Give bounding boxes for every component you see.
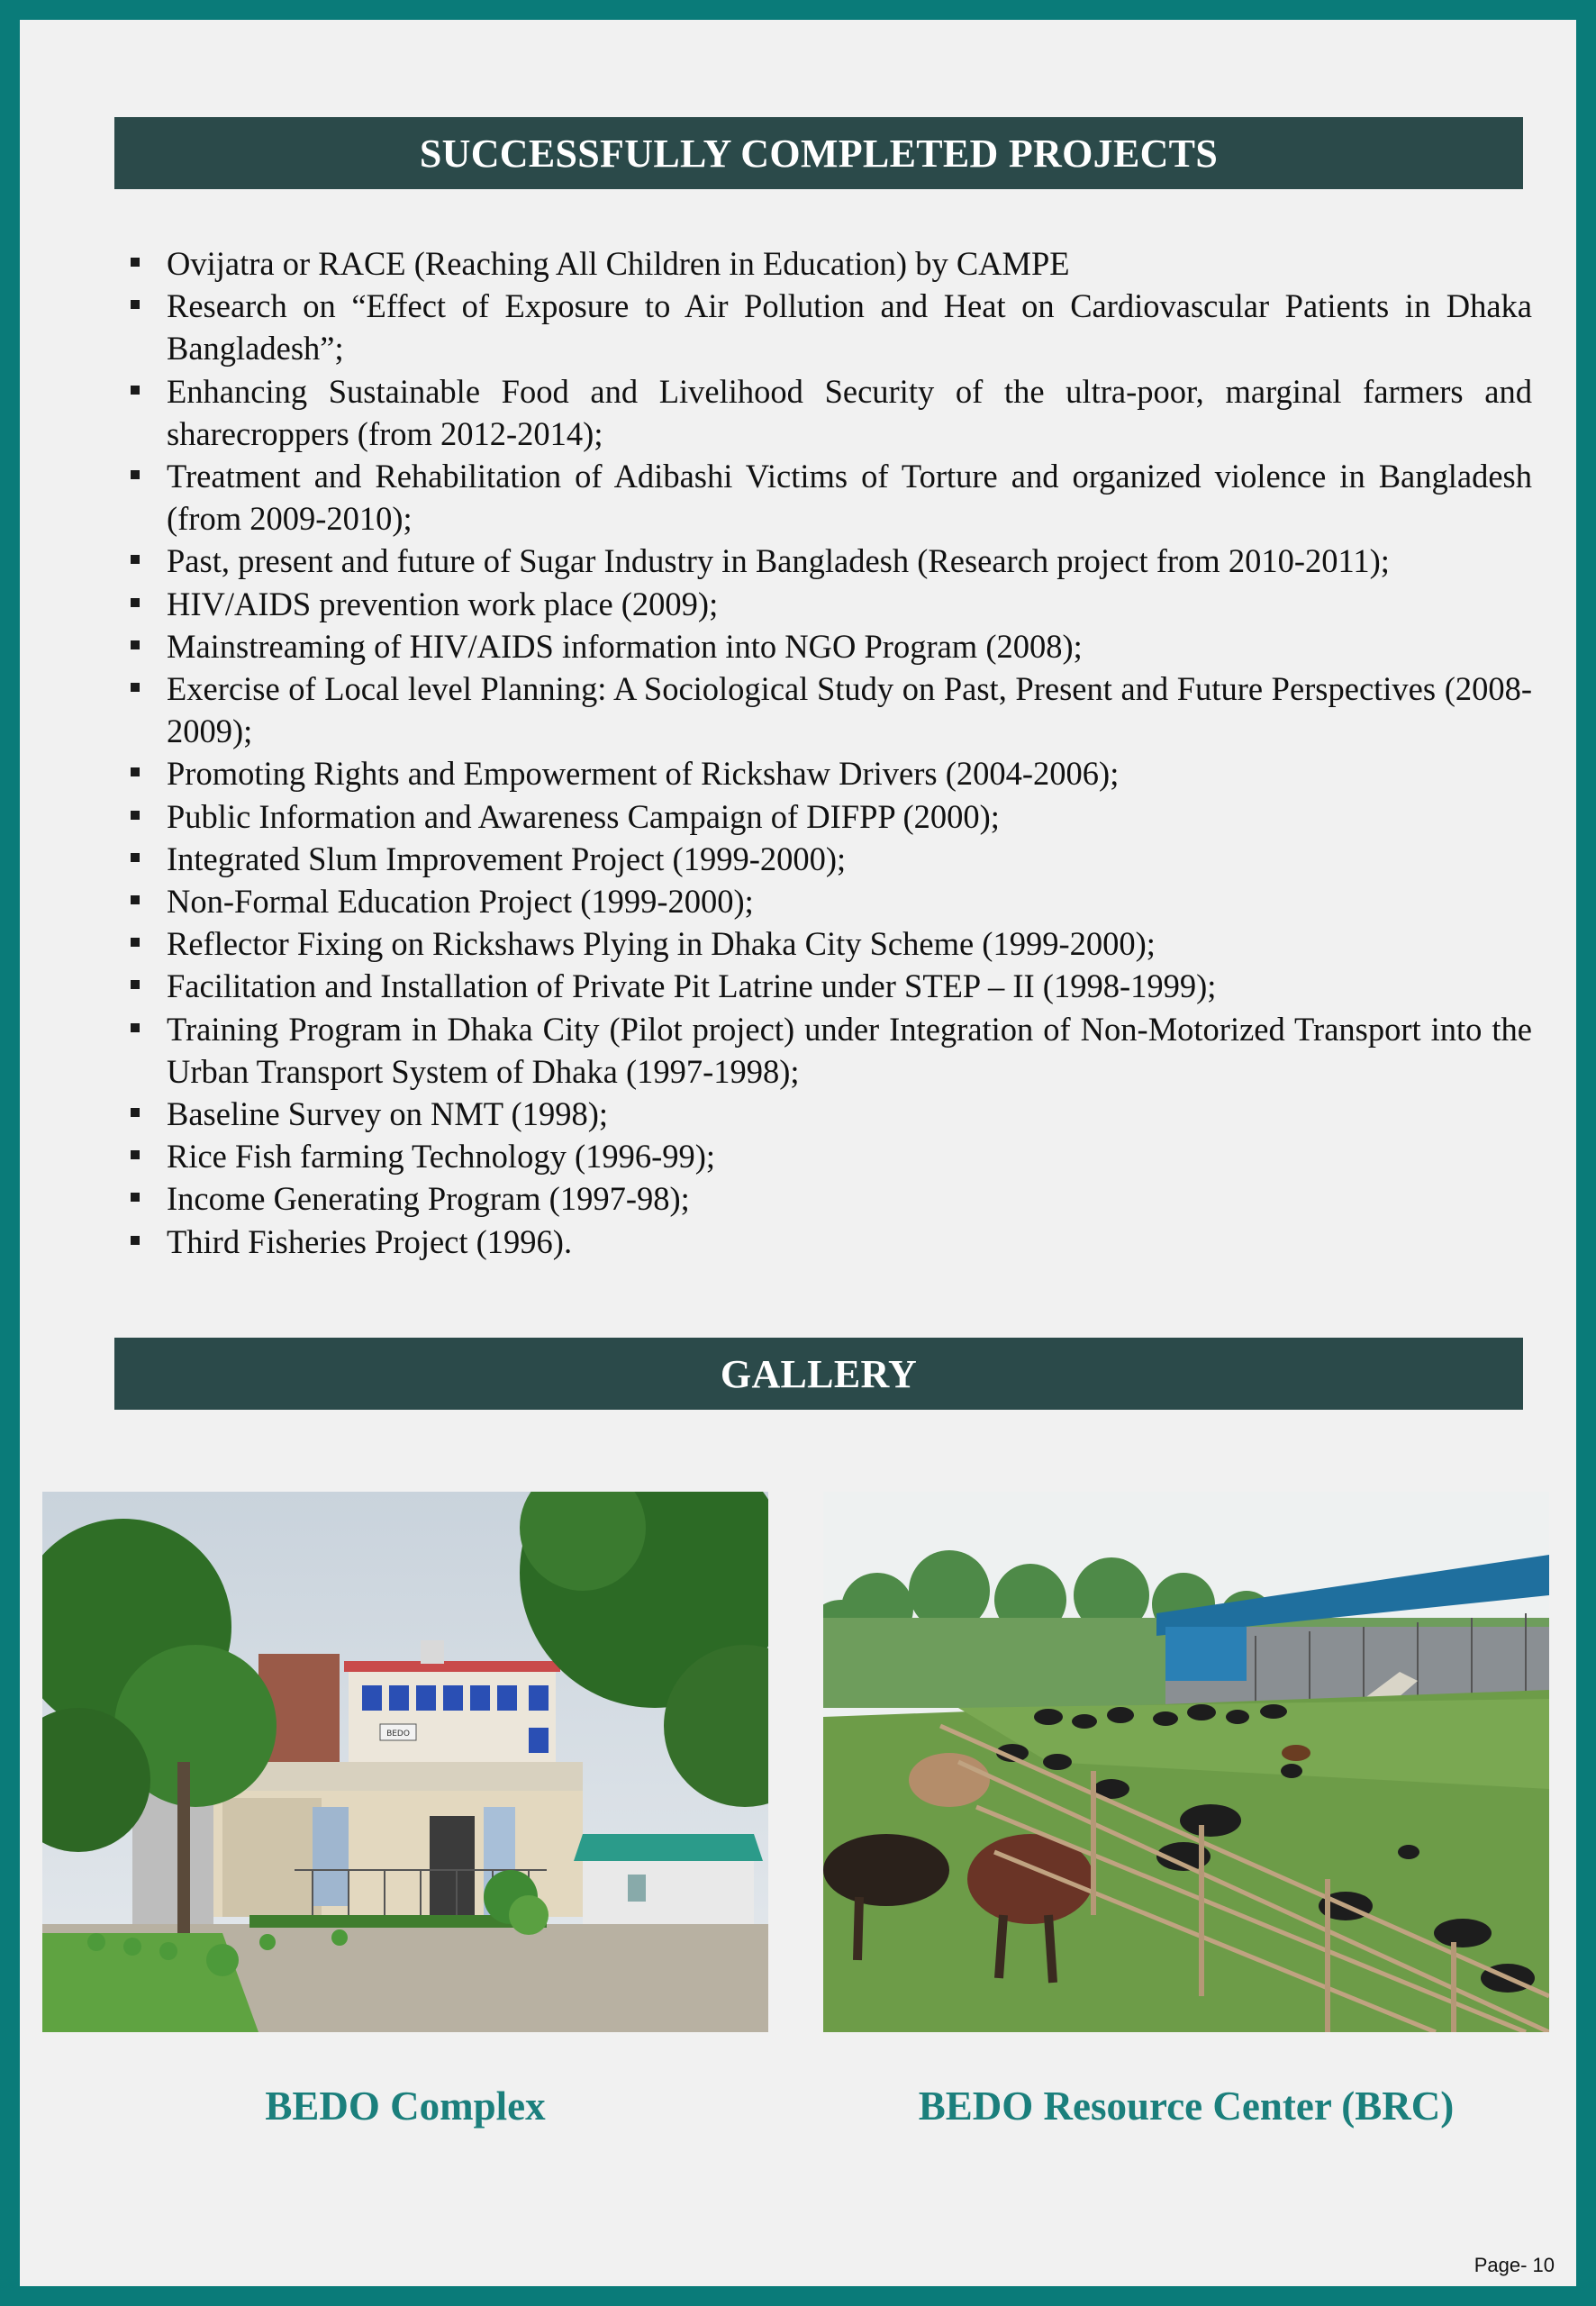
list-item — [125, 455, 1532, 540]
project-text: Exercise of Local level Planning: A Sociological Study on Past, Present and Future Perspectives (2008-2009); — [167, 670, 1532, 750]
project-text: Public Information and Awareness Campaign of DIFPP (2000); — [167, 797, 1000, 835]
projects-list — [125, 242, 1532, 1263]
list-item — [125, 1177, 1532, 1220]
list-item — [125, 370, 1532, 455]
list-item — [125, 1008, 1532, 1093]
project-text: Research on “Effect of Exposure to Air Pollution and Heat on Cardiovascular Patients in Dhaka Bangladesh”; — [167, 287, 1532, 368]
list-item — [125, 242, 1532, 285]
project-text: Baseline Survey on NMT (1998); — [167, 1095, 608, 1133]
square-bullet-icon — [131, 1150, 140, 1159]
list-item — [125, 667, 1532, 752]
project-text: Non-Formal Education Project (1999-2000); — [167, 883, 754, 921]
square-bullet-icon — [131, 640, 140, 649]
square-bullet-icon — [131, 1108, 140, 1117]
bedo-resource-center-photo — [823, 1492, 1549, 2032]
bedo-complex-photo — [42, 1492, 768, 2032]
square-bullet-icon — [131, 767, 140, 776]
project-text: Rice Fish farming Technology (1996-99); — [167, 1138, 716, 1176]
square-bullet-icon — [131, 258, 140, 267]
project-text: Third Fisheries Project (1996). — [167, 1222, 573, 1260]
building-illustration — [42, 1492, 768, 2032]
gallery-section-heading: GALLERY — [114, 1338, 1523, 1410]
square-bullet-icon — [131, 555, 140, 564]
square-bullet-icon — [131, 853, 140, 862]
project-text: Treatment and Rehabilitation of Adibashi Victims of Torture and organized violence in Bangladesh (from 2009-2010); — [167, 458, 1532, 538]
farm-illustration — [823, 1492, 1549, 2032]
document-page — [20, 20, 1576, 2286]
list-item — [125, 965, 1532, 1007]
projects-section-heading: SUCCESSFULLY COMPLETED PROJECTS — [114, 117, 1523, 189]
page-number: Page- 10 — [1474, 2254, 1555, 2276]
list-item — [125, 625, 1532, 667]
project-text: Ovijatra or RACE (Reaching All Children in Education) by CAMPE — [167, 245, 1070, 282]
list-item — [125, 583, 1532, 625]
square-bullet-icon — [131, 683, 140, 692]
list-item — [125, 880, 1532, 922]
list-item — [125, 795, 1532, 838]
project-text: Training Program in Dhaka City (Pilot project) under Integration of Non-Motorized Transport into the Urban Transport System of Dhaka (1997-1998); — [167, 1010, 1532, 1090]
bedo-resource-center-caption: BEDO Resource Center (BRC) — [918, 2084, 1455, 2129]
project-text: Enhancing Sustainable Food and Livelihood Security of the ultra-poor, marginal farmers and sharecroppers (from 2012-2014); — [167, 372, 1532, 452]
square-bullet-icon — [131, 386, 140, 395]
square-bullet-icon — [131, 980, 140, 989]
square-bullet-icon — [131, 1236, 140, 1245]
list-item — [125, 540, 1532, 582]
square-bullet-icon — [131, 811, 140, 820]
square-bullet-icon — [131, 598, 140, 607]
project-text: Reflector Fixing on Rickshaws Plying in Dhaka City Scheme (1999-2000); — [167, 925, 1156, 963]
square-bullet-icon — [131, 1023, 140, 1032]
square-bullet-icon — [131, 300, 140, 309]
list-item — [125, 285, 1532, 369]
project-text: Past, present and future of Sugar Industry in Bangladesh (Research project from 2010-2011); — [167, 542, 1390, 580]
list-item — [125, 1221, 1532, 1263]
project-text: Income Generating Program (1997-98); — [167, 1180, 690, 1218]
project-text: Promoting Rights and Empowerment of Rickshaw Drivers (2004-2006); — [167, 755, 1120, 793]
list-item — [125, 838, 1532, 880]
list-item — [125, 752, 1532, 794]
list-item — [125, 1135, 1532, 1177]
square-bullet-icon — [131, 895, 140, 904]
building-sign-text: BEDO — [386, 1730, 410, 1739]
square-bullet-icon — [131, 1193, 140, 1202]
bedo-complex-caption: BEDO Complex — [265, 2084, 546, 2129]
square-bullet-icon — [131, 470, 140, 479]
project-text: Facilitation and Installation of Private Pit Latrine under STEP – II (1998-1999); — [167, 967, 1217, 1005]
project-text: Mainstreaming of HIV/AIDS information into NGO Program (2008); — [167, 627, 1083, 665]
list-item — [125, 1093, 1532, 1135]
project-text: HIV/AIDS prevention work place (2009); — [167, 585, 719, 622]
square-bullet-icon — [131, 938, 140, 947]
project-text: Integrated Slum Improvement Project (1999-2000); — [167, 840, 847, 877]
list-item — [125, 922, 1532, 965]
